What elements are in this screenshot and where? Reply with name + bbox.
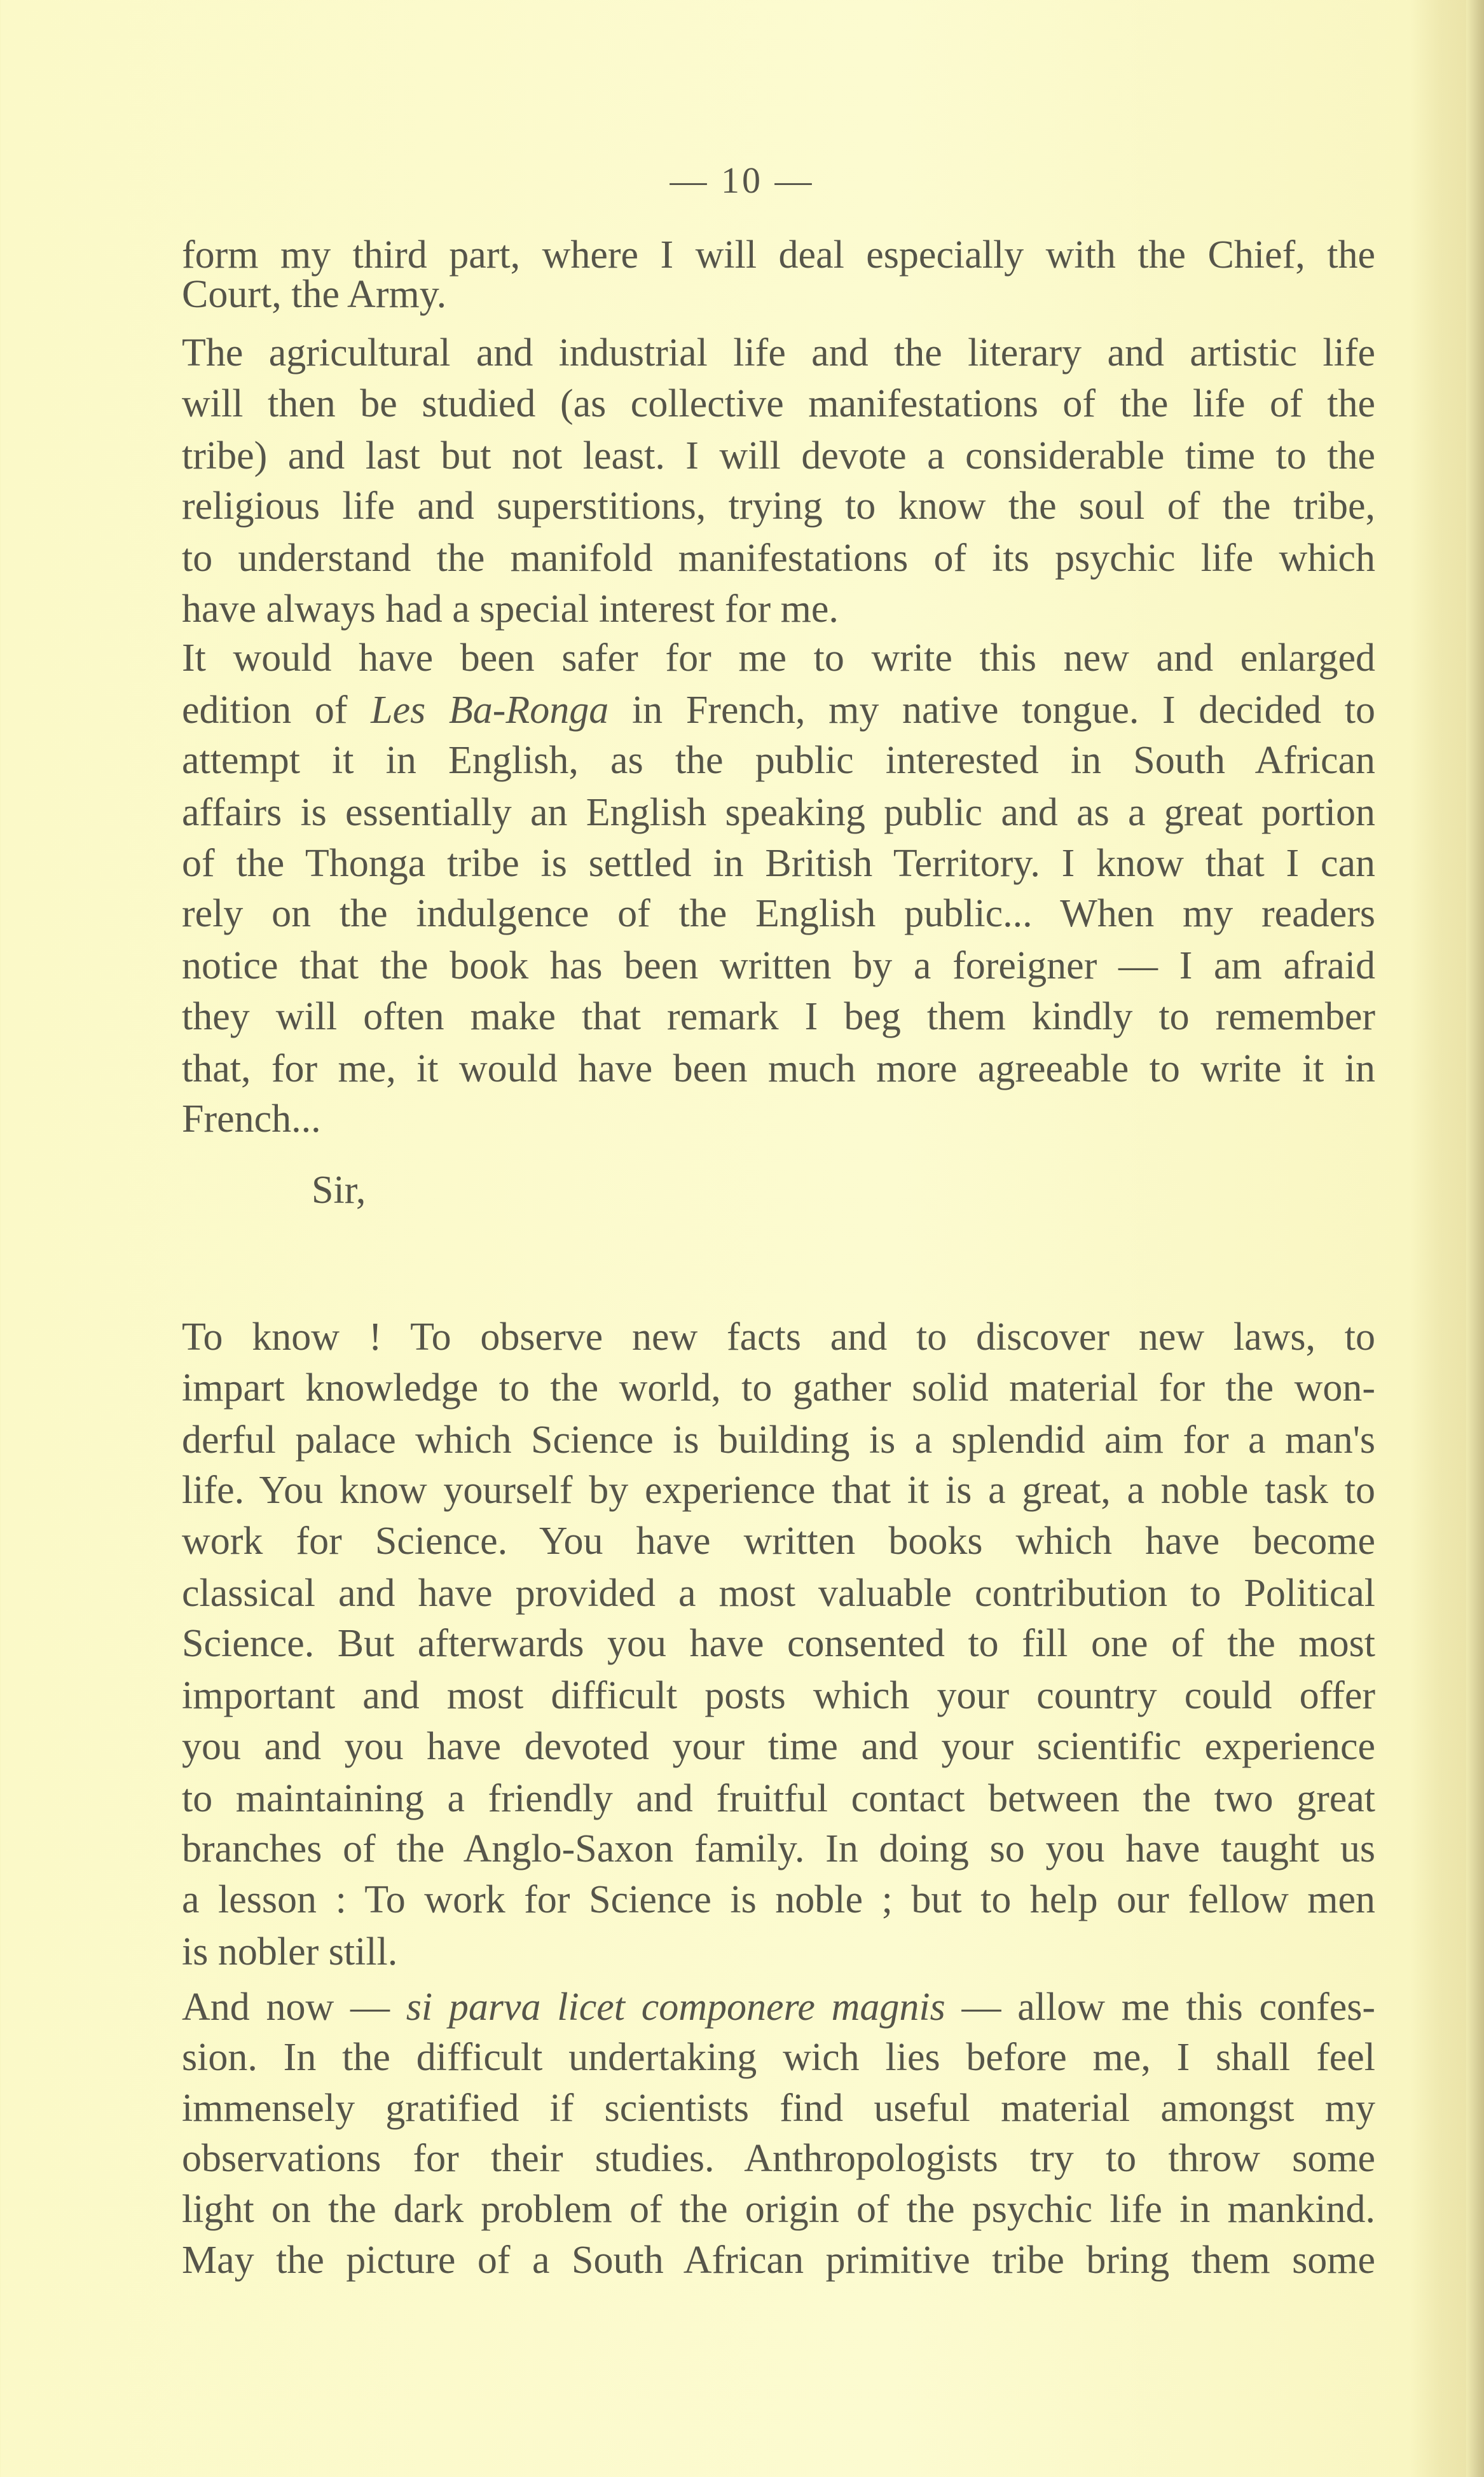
text-line: attempt it in English, as the public interested in South African xyxy=(182,739,1375,782)
text-line: Science. But afterwards you have consented to fill one of the most xyxy=(182,1622,1375,1665)
text-line: work for Science. You have written books which have become xyxy=(182,1520,1375,1563)
text-line: French... xyxy=(182,1097,321,1141)
text-line: important and most difficult posts which your country could offer xyxy=(182,1674,1375,1717)
text-line: branches of the Anglo-Saxon family. In doing so you have taught us xyxy=(182,1827,1375,1870)
text-segment: And now — xyxy=(182,1986,406,2029)
text-segment: in French, my native tongue. I decided to xyxy=(608,689,1375,732)
text-line: Court, the Army. xyxy=(182,273,447,316)
text-line: is nobler still. xyxy=(182,1930,398,1973)
text-line: form my third part, where I will deal especially with the Chief, the xyxy=(182,233,1375,277)
text-line: rely on the indulgence of the English public... When my readers xyxy=(182,892,1375,935)
text-line xyxy=(182,1982,1375,2033)
text-line: that, for me, it would have been much more agreeable to write it in xyxy=(182,1047,1375,1090)
page-edge-shadow xyxy=(1466,0,1484,2477)
text-line: immensely gratified if scientists find useful material amongst my xyxy=(182,2087,1375,2130)
text-line: tribe) and last but not least. I will devote a considerable time to the xyxy=(182,434,1375,477)
page-number: — 10 — xyxy=(670,160,814,201)
italic-title: Les Ba-Ronga xyxy=(371,689,609,732)
text-line: To know ! To observe new facts and to discover new laws, to xyxy=(182,1315,1375,1359)
text-line: notice that the book has been written by a foreigner — I am afraid xyxy=(182,944,1375,987)
text-segment: edition of xyxy=(182,689,371,732)
text-line: to maintaining a friendly and fruitful contact between the two great xyxy=(182,1777,1375,1820)
text-line: May the picture of a South African primitive tribe bring them some xyxy=(182,2239,1375,2282)
text-line: affairs is essentially an English speaking public and as a great portion xyxy=(182,791,1375,834)
text-line: to understand the manifold manifestations of its psychic life which xyxy=(182,537,1375,580)
salutation: Sir, xyxy=(312,1169,366,1212)
text-line: you and you have devoted your time and your scientific experience xyxy=(182,1725,1375,1768)
text-line: life. You know yourself by experience that it is a great, a noble task to xyxy=(182,1469,1375,1512)
text-line: observations for their studies. Anthropologists try to throw some xyxy=(182,2137,1375,2180)
text-line: The agricultural and industrial life and the literary and artistic life xyxy=(182,331,1375,374)
text-line: sion. In the difficult undertaking wich lies before me, I shall feel xyxy=(182,2036,1375,2079)
text-line xyxy=(182,685,1375,736)
text-line: they will often make that remark I beg them kindly to remember xyxy=(182,995,1375,1038)
text-line: of the Thonga tribe is settled in British Territory. I know that I can xyxy=(182,842,1375,885)
text-line: have always had a special interest for me. xyxy=(182,587,839,631)
text-line: light on the dark problem of the origin of the psychic life in mankind. xyxy=(182,2188,1375,2231)
text-line: impart knowledge to the world, to gather solid material for the won- xyxy=(182,1366,1375,1410)
text-line: derful palace which Science is building is a splendid aim for a man's xyxy=(182,1418,1375,1462)
italic-title: si parva licet componere magnis xyxy=(406,1986,945,2029)
text-line: a lesson : To work for Science is noble ; but to help our fellow men xyxy=(182,1878,1375,1921)
text-line: will then be studied (as collective manifestations of the life of the xyxy=(182,382,1375,425)
text-segment: — allow me this confes- xyxy=(945,1986,1375,2029)
text-line: religious life and superstitions, trying to know the soul of the tribe, xyxy=(182,484,1375,528)
text-line: classical and have provided a most valuable contribution to Political xyxy=(182,1572,1375,1615)
text-line: It would have been safer for me to write this new and enlarged xyxy=(182,636,1375,680)
